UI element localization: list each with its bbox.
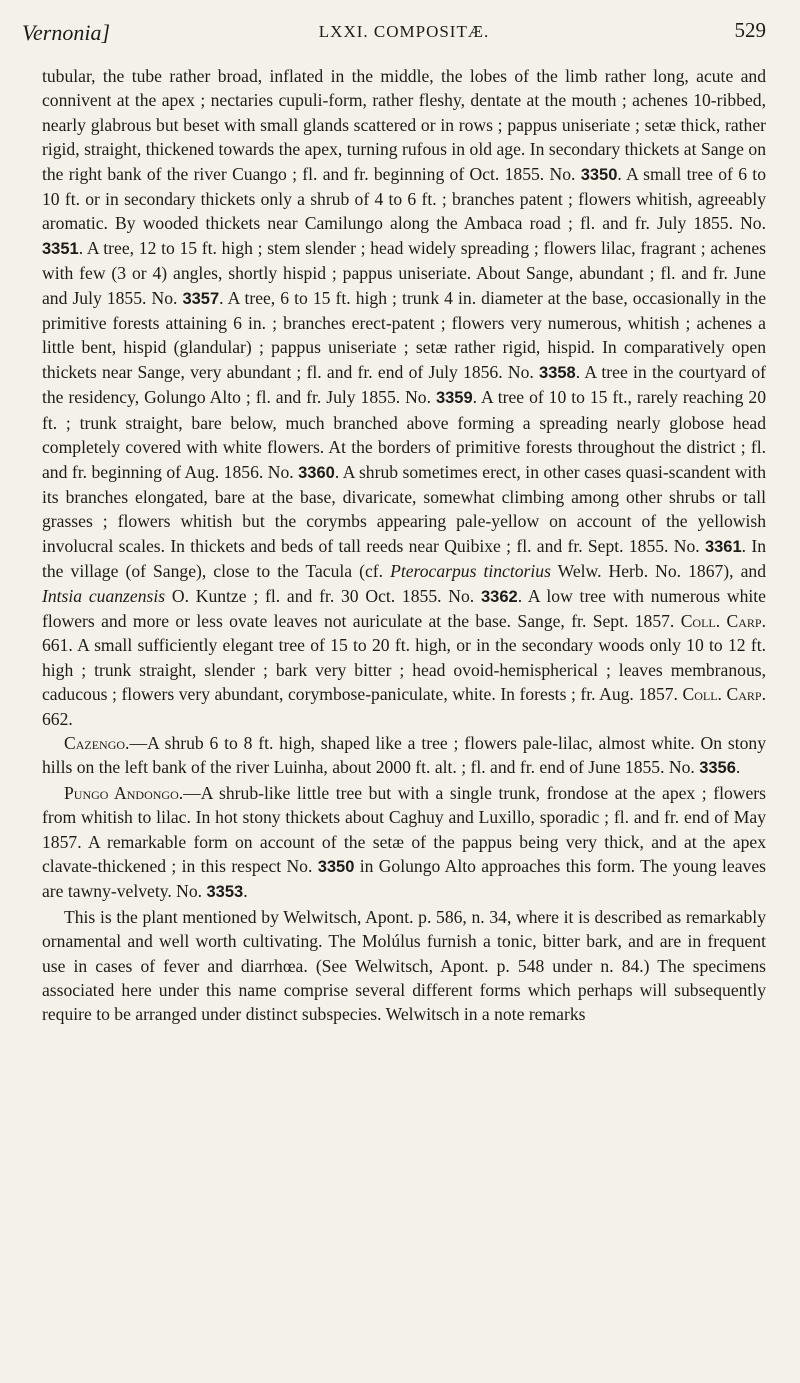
text-run: . — [243, 881, 248, 902]
running-head-genus: Vernonia] — [22, 20, 110, 45]
text-run: —A shrub 6 to 8 ft. high, shaped like a tree ; flowers pale-lilac, almost white. On stony hills on the left bank of the river Luinha, about 2000 ft. alt. ; fl. and fr. end of June 1855. No. — [42, 732, 766, 778]
specimen-number: 3361 — [704, 537, 742, 556]
text-run: —A shrub-like little tree but with a single trunk, frondose at the apex ; flowers from whitish to lilac. In hot stony thickets about Caghuy and Luxillo, sporadic ; fl. and fr. end of May 1857. A remarkable form on account of the setæ of the pappus being very thick, and at the apex clavate-thickened ; in this respect No. — [42, 782, 766, 876]
paragraph — [42, 64, 766, 731]
text-run: in Golungo Alto approaches this form. The young leaves are tawny-velvety. No. — [42, 856, 766, 902]
small-caps-text: Pungo Andongo. — [64, 782, 184, 803]
text-run: tubular, the tube rather broad, inflated in the middle, the lobes of the limb rather long, acute and connivent at the apex ; nectaries cupuli-form, rather fleshy, dentate at the mouth ; achenes 10-ribbed, nearly glabrous but beset with small glands scattered or in rows ; pappus uniseriate ; setæ thick, rather rigid, straight, thickened towards the apex, turning rufous in old age. In secondary thickets at Sange on the right bank of the river Cuango ; fl. and fr. beginning of Oct. 1855. No. — [42, 66, 766, 184]
text-run: Welw. Herb. No. 1867), and — [550, 561, 766, 582]
specimen-number: 3358 — [539, 363, 576, 382]
text-run: This is the plant mentioned by Welwitsch, Apont. p. 586, n. 34, where it is described as remarkably ornamental and well worth cultivating. The Molúlus furnish a tonic, bitter bark, and are in frequent use in cases of fever and diarrhœa. (See Welwitsch, Apont. p. 548 under n. 84.) The specimens associated here under this name comprise several different forms which perhaps will subsequently require to be arranged under distinct subspecies. Welwitsch in a note remarks — [42, 906, 766, 1025]
specimen-number: 3351 — [42, 239, 79, 258]
specimen-number: 3353 — [206, 883, 244, 902]
text-run: O. Kuntze ; fl. and fr. 30 Oct. 1855. No. — [165, 585, 481, 606]
running-head — [22, 10, 766, 48]
specimen-number: 3360 — [298, 463, 335, 482]
text-run: . A tree, 6 to 15 ft. high ; trunk 4 in. diameter at the base, occasionally in the primitive forests attaining 6 in. ; branches erect-patent ; flowers very numerous, whitish ; achenes a little bent, hispid (glandular) ; pappus uniseriate ; setæ rather rigid, hispid. In comparatively open thickets near Sange, very abundant ; fl. and fr. end of July 1856. No. — [42, 287, 767, 382]
specimen-number: 3356 — [699, 759, 736, 778]
taxon-name: Pterocarpus tinctorius — [390, 561, 551, 582]
text-run: . A tree in the courtyard of the residency, Golungo Alto ; fl. and fr. July 1855. No. — [42, 361, 766, 408]
text-run: . A small tree of 6 to 10 ft. or in secondary thickets only a shrub of 4 to 6 ft. ; branches patent ; flowers whitish, agreeably aromatic. By wooded thickets near Camilungo along the Ambaca road ; fl. and fr. July 1855. No. — [42, 163, 766, 234]
text-run: 661. A small sufficiently elegant tree of 15 to 20 ft. high, or in the secondary woods only 10 to 12 ft. high ; trunk straight, slender ; bark very bitter ; head ovoid-hemispherical ; leaves membranous, caducous ; flowers very abundant, corymbose-paniculate, white. In forests ; fr. Aug. 1857. — [42, 635, 766, 705]
specimen-number: 3362 — [480, 587, 518, 606]
text-run: . In the village (of Sange), close to the Tacula (cf. — [42, 535, 767, 582]
body-text — [42, 64, 766, 1027]
text-run: . A tree, 12 to 15 ft. high ; stem slender ; head widely spreading ; flowers lilac, fragrant ; achenes with few (3 or 4) angles, shortly hispid ; pappus uniseriate. About Sange, abundant ; fl. and fr. June and July 1855. No. — [42, 237, 766, 308]
text-run: . A low tree with numerous white flowers and more or less ovate leaves not auriculate at the base. Sange, fr. Sept. 1857. — [42, 585, 766, 631]
text-run: . A tree of 10 to 15 ft., rarely reaching 20 ft. ; trunk straight, bare below, much branched above forming a spreading nearly globose head completely covered with white flowers. At the borders of primitive forests throughout the district ; fl. and fr. beginning of Aug. 1856. No. — [42, 387, 766, 482]
small-caps-text: Coll. Carp. — [680, 610, 766, 631]
text-run: . — [735, 757, 741, 778]
paragraph — [42, 905, 766, 1027]
paragraph — [42, 731, 766, 781]
page-number: 529 — [734, 18, 766, 42]
small-caps-text: Cazengo. — [64, 732, 130, 753]
running-head-section: LXXI. COMPOSITÆ. — [318, 22, 490, 41]
specimen-number: 3350 — [317, 858, 355, 876]
specimen-number: 3350 — [580, 165, 618, 184]
specimen-number: 3359 — [435, 389, 473, 408]
text-run: 662. — [42, 708, 73, 729]
small-caps-text: Coll. Carp. — [682, 684, 766, 705]
specimen-number: 3357 — [182, 289, 220, 308]
paragraph — [42, 781, 766, 905]
text-run: . A shrub sometimes erect, in other cases quasi-scandent with its branches elongated, bare at the base, divaricate, somewhat climbing among other shrubs or tall grasses ; flowers whitish but the corymbs appearing pale-yellow on account of the yellowish involucral scales. In thickets and beds of tall reeds near Quibixe ; fl. and fr. Sept. 1855. No. — [42, 461, 766, 556]
taxon-name: Intsia cuanzensis — [42, 585, 166, 606]
